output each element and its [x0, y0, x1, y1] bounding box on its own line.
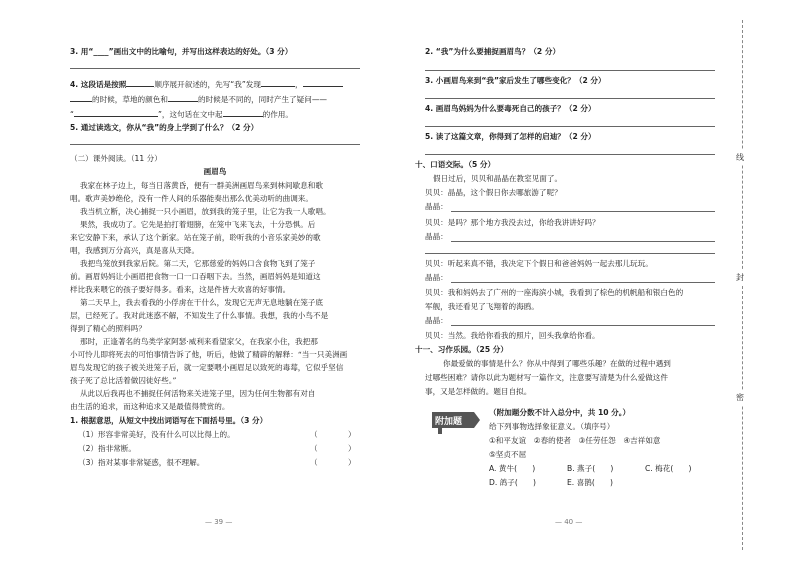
- binding-label: 封: [736, 270, 744, 285]
- dialogue-speaker: 晶晶：: [425, 202, 448, 211]
- dialogue-speaker: 晶晶：: [425, 316, 448, 325]
- dialogue-line: 军舰，我还看见了飞翔着的海鸥。: [425, 302, 539, 311]
- answer-paren[interactable]: （ ）: [310, 458, 356, 467]
- answer-line: [70, 144, 360, 145]
- section-11-heading: 十一、习作乐园。（25 分）: [415, 345, 508, 354]
- paragraph-text: 那时，正逢著名的鸟类学家阿瑟·威利来看望家父，在我家小住，我把那: [80, 337, 318, 346]
- paragraph-text: 唱，我感到万分高兴，真是喜从天降。: [70, 246, 200, 255]
- story-title: 画眉鸟: [203, 167, 227, 176]
- answer-paren[interactable]: （ ）: [310, 444, 356, 453]
- answer-line[interactable]: [451, 241, 715, 242]
- paragraph-text: 小可怜儿即将死去的可怕事情告诉了他，听后，他做了精辟的解释：“当一只美洲画: [70, 350, 348, 359]
- paragraph-text: 样比我来喂它的孩子要好得多。看来，这是件皆大欢喜的好事情。: [70, 285, 291, 294]
- section-2-heading: （二）课外阅读。（11 分）: [70, 154, 162, 163]
- dialogue-speaker: 晶晶：: [425, 273, 448, 282]
- answer-line: [425, 126, 715, 127]
- answer-line[interactable]: [451, 282, 715, 283]
- dialogue-line: 贝贝：听起来真不错，我决定下个假日和爸爸妈妈一起去那儿玩玩。: [425, 259, 653, 268]
- rq5-prompt: 5. 读了这篇文章，你得到了怎样的启迪？（2 分）: [425, 132, 596, 141]
- dialogue-line: 贝贝：当然。我给你看我的照片，回头我拿给你看。: [425, 331, 600, 340]
- rq4-prompt: 4. 画眉鸟妈妈为什么要毒死自己的孩子？（2 分）: [425, 104, 596, 113]
- paragraph-text: 由生活的追求，而这种追求又是最值得赞赏的。: [70, 402, 230, 411]
- q4-line3: “ ”，这句话在文中起 的作用。: [70, 110, 293, 119]
- answer-line: [425, 154, 715, 155]
- page-number: — 39 —: [205, 518, 233, 526]
- paragraph-text: 孩子死了总比活着做囚徒好些。”: [70, 376, 177, 385]
- bonus-answer-e[interactable]: E. 喜鹊( ): [567, 478, 613, 487]
- binding-margin: [742, 20, 757, 550]
- bonus-answer-d[interactable]: D. 鸽子( ): [489, 478, 536, 487]
- q1-item: （3）指对某事非常疑惑，很不理解。: [78, 458, 205, 467]
- paragraph-text: 我当机立断，决心捕捉一只小画眉，放到我的笼子里，让它为我一人歌唱。: [80, 207, 331, 216]
- paragraph-text: 唱。歌声美妙绝伦，没有一件人间的乐器能奏出那么优美动听的曲调来。: [70, 194, 313, 203]
- dialogue-line: 贝贝：我和妈妈去了广州的一座海滨小城，我看到了棕色的机帆船和银白色的: [425, 288, 684, 297]
- answer-line[interactable]: [451, 325, 715, 326]
- answer-line[interactable]: [425, 253, 715, 254]
- bonus-badge-label: 附加题: [435, 417, 463, 427]
- q1-prompt: 1. 根据意思，从短文中找出词语写在下面括号里。（3 分）: [70, 416, 268, 425]
- q1-item: （2）指非常断。: [78, 444, 136, 453]
- bonus-answer-c[interactable]: C. 梅花( ): [645, 464, 692, 473]
- dialogue-speaker: 晶晶：: [425, 232, 448, 241]
- paragraph-text: 眉鸟发现它的孩子被关进笼子后，就一定要喂小画眉足以致死的毒莓，它似乎坚信: [70, 363, 344, 372]
- bonus-instruction: 给下列事物选择象征意义。（填序号）: [489, 422, 615, 431]
- paragraph-text: 我把鸟笼放到我家后院。第二天，它那慈爱的妈妈口含食物飞到了笼子: [80, 259, 316, 268]
- bonus-answer-a[interactable]: A. 黄牛( ): [489, 464, 536, 473]
- dialogue-line: 假日过后，贝贝和晶晶在教室见面了。: [433, 174, 563, 183]
- binding-label: 密: [736, 390, 744, 405]
- q5-prompt: 5. 通过读选文，你从“我”的身上学到了什么？（2 分）: [70, 123, 259, 132]
- prompt-text: 过哪些困难？请你以此为题材写一篇作文，注意要写清楚为什么爱做这件: [425, 373, 668, 382]
- answer-line: [425, 98, 715, 99]
- answer-line: [70, 68, 360, 69]
- paragraph-text: 我家在林子边上，每当日落黄昏，便有一群美洲画眉鸟来到林间歇息和歌: [80, 181, 323, 190]
- bonus-badge-icon: [430, 406, 482, 434]
- binding-label: 线: [736, 150, 744, 165]
- answer-line: [425, 70, 715, 71]
- bonus-title: （附加题分数不计入总分中，共 10 分。）: [489, 408, 631, 417]
- prompt-text: 事，又是怎样做的。题目自拟。: [425, 387, 532, 396]
- dialogue-line: 贝贝：晶晶，这个假日你去哪旅游了呢？: [425, 188, 562, 197]
- answer-line[interactable]: [451, 211, 715, 212]
- bonus-answer-b[interactable]: B. 燕子( ): [567, 464, 614, 473]
- q1-item: （1）形容非常美好，没有什么可以比得上的。: [78, 430, 235, 439]
- q4-line1: 4. 这段话是按照 顺序展开叙述的，先写“我”发现 ，: [70, 78, 343, 90]
- section-10-heading: 十、口语交际。（5 分）: [415, 160, 496, 169]
- paragraph-text: 层，已经死了。我对此迷惑不解，不知发生了什么事情。我想，我的小鸟不是: [70, 311, 329, 320]
- rq3-prompt: 3. 小画眉鸟来到“我”家后发生了哪些变化？（2 分）: [425, 76, 606, 85]
- paragraph-text: 从此以后我再也不捕捉任何活物来关进笼子里，因为任何生物都有对自: [80, 389, 316, 398]
- paragraph-text: 第二天早上，我去看我的小俘虏在干什么，发现它无声无息地躺在笼子底: [80, 298, 323, 307]
- rq2-prompt: 2. “我”为什么要捕捉画眉鸟？（2 分）: [425, 47, 561, 56]
- paragraph-text: 前。画眉妈妈让小画眉把食物一口一口吞咽下去。当然，画眉妈妈是知道这: [70, 272, 321, 281]
- prompt-text: 你最爱做的事情是什么？你从中得到了哪些乐趣？在做的过程中遇到: [443, 359, 671, 368]
- paragraph-text: 果然，我成功了。它先是拍打着翅膀，在笼中飞来飞去，十分恐惧。后: [80, 220, 316, 229]
- dialogue-line: 贝贝：是吗？那个地方我没去过，你给我讲讲好吗？: [425, 218, 600, 227]
- page-number: — 40 —: [555, 518, 583, 526]
- bonus-options: ⑤坚贞不屈: [489, 450, 527, 459]
- paragraph-text: 得到了精心的照料吗？: [70, 324, 146, 333]
- q3-prompt: 3. 用“____”画出文中的比喻句，并写出这样表达的好处。（3 分）: [70, 47, 293, 56]
- q4-line2: 的时候，草地的颜色和 的时候是不同的，同时产生了疑问——: [70, 93, 327, 105]
- paragraph-text: 来它安静下来，承认了这个新家。站在笼子前，聆听我的小音乐家美妙的歌: [70, 233, 321, 242]
- bonus-options: ①和平友谊 ②春的使者 ③任劳任怨 ④吉祥如意: [489, 436, 661, 445]
- answer-paren[interactable]: （ ）: [310, 430, 356, 439]
